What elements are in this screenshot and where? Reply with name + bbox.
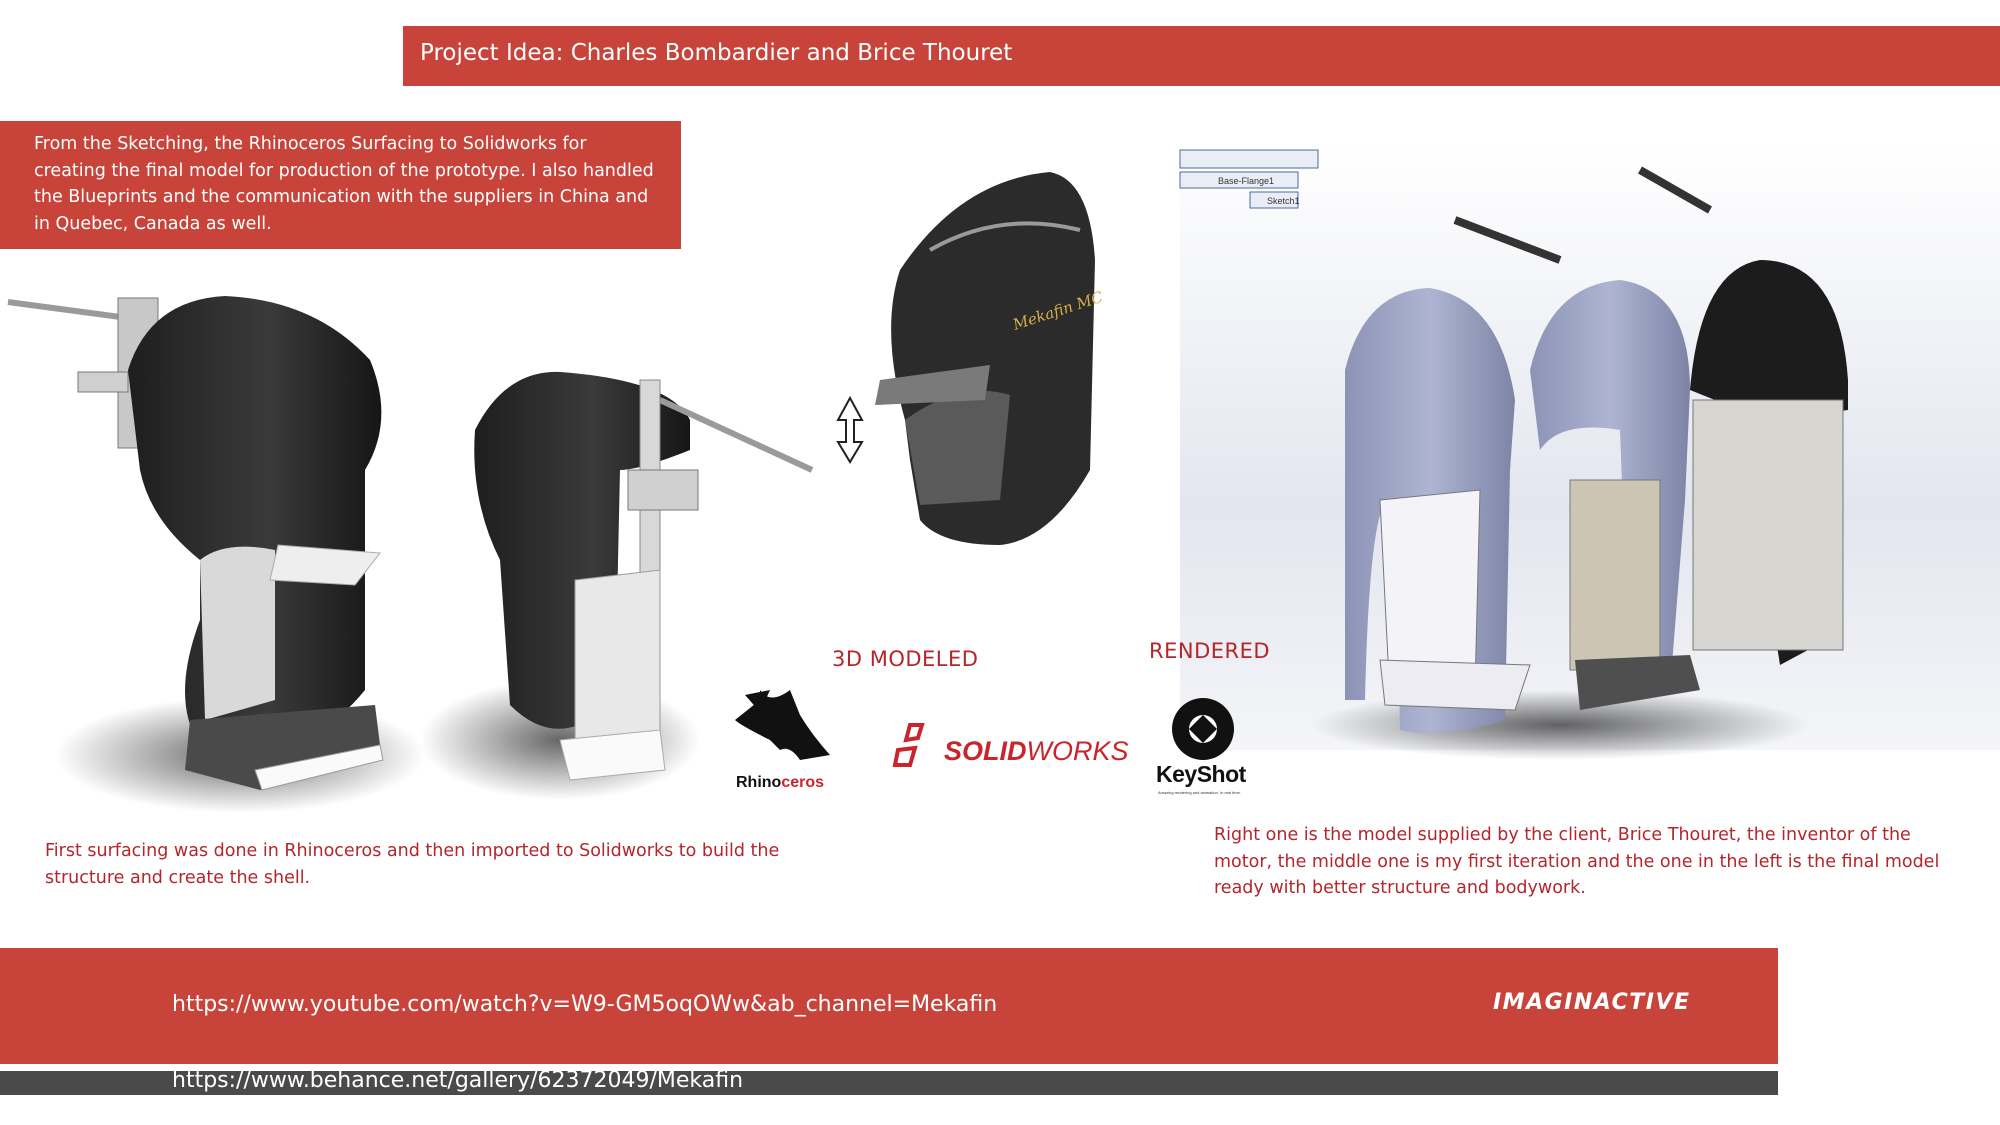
double-arrow-icon — [838, 398, 862, 462]
rhinoceros-logo-label — [736, 774, 824, 792]
solidworks-logo-label — [944, 736, 1129, 767]
youtube-link[interactable]: https://www.youtube.com/watch?v=W9-GM5oqOWw&ab_channel=Mekafin — [172, 992, 998, 1017]
rhinoceros-logo-icon — [735, 690, 830, 760]
sketch-illustration — [875, 172, 1106, 545]
caption-right: Right one is the model supplied by the client, Brice Thouret, the inventor of the motor, the middle one is my first iteration and the one in the left is the final model ready with better structure and bodywork. — [1214, 825, 1940, 898]
keyshot-logo-label: KeyShot — [1156, 761, 1246, 787]
solidworks-logo-icon — [895, 725, 922, 765]
brand-logo: IMAGINACTIVE — [1493, 990, 1691, 1015]
keyshot-logo-icon — [1172, 698, 1234, 760]
solidworks-logo-text-a: SOLID — [944, 736, 1027, 766]
cad-sketch-label: Sketch1 — [1267, 196, 1300, 206]
behance-link[interactable]: https://www.behance.net/gallery/62372049/Mekafin — [172, 1068, 744, 1093]
label-3d-modeled: 3D MODELED — [832, 647, 979, 671]
caption-left: First surfacing was done in Rhinoceros and then imported to Solidworks to build the structure and create the shell. — [45, 841, 780, 888]
rhino-model-back — [420, 372, 812, 800]
page-title: Project Idea: Charles Bombardier and Brice Thouret — [420, 40, 1013, 66]
keyshot-logo-tagline: Amazing rendering and animation. In real time. — [1158, 790, 1241, 795]
rhinoceros-logo-text-b: ceros — [781, 774, 825, 791]
rhino-model-front — [8, 296, 425, 813]
label-rendered: RENDERED — [1149, 639, 1271, 663]
cad-feature-label: Base-Flange1 — [1218, 176, 1275, 186]
solidworks-logo-text-b: WORKS — [1026, 736, 1129, 766]
intro-text: From the Sketching, the Rhinoceros Surfacing to Solidworks for creating the final model for production of the prototype. I also handled the Blueprints and the communication with the suppliers in China and in Quebec, Canada as well. — [34, 134, 654, 234]
cad-render — [1180, 145, 2000, 760]
sketch-signature: Mekafin MC — [1010, 287, 1106, 334]
rhinoceros-logo-text-a: Rhino — [736, 774, 782, 791]
